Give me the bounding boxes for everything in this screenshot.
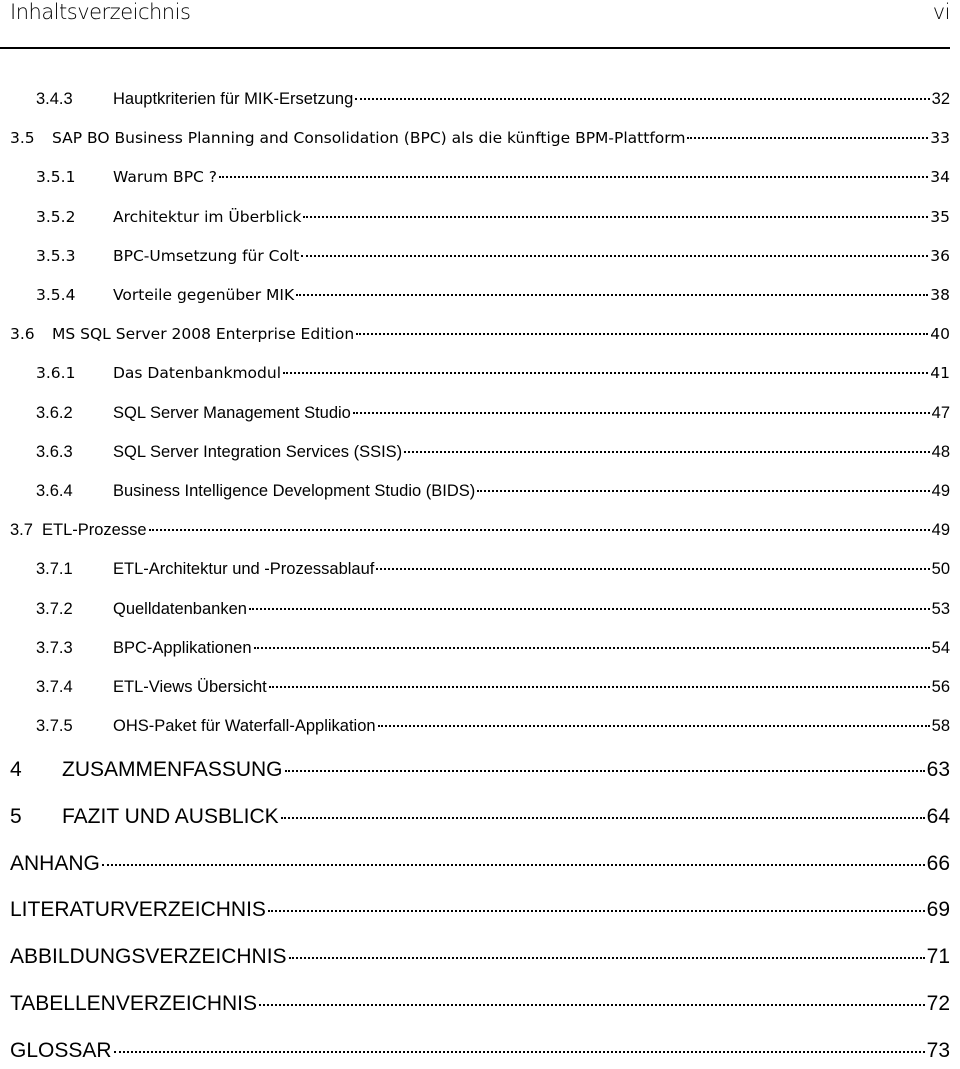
toc-entry-number: 3.6.4 [36, 482, 73, 500]
toc-entry-number: 4 [10, 758, 22, 781]
dot-leader [269, 686, 930, 688]
dot-leader [376, 568, 929, 570]
toc-entry-number: 3.7.3 [36, 638, 73, 657]
toc-entry[interactable] [0, 805, 950, 835]
dot-leader [477, 490, 929, 492]
dot-leader [687, 137, 928, 139]
toc-entry[interactable] [0, 852, 950, 882]
toc-entry[interactable] [0, 247, 950, 271]
toc-entry-title[interactable]: SQL Server Management Studio [113, 403, 351, 422]
header-rule [0, 47, 950, 49]
toc-entry-title[interactable]: ETL-Prozesse [42, 521, 147, 540]
toc-entry[interactable] [0, 1039, 950, 1069]
toc-entry-number: 3.6.2 [36, 403, 73, 422]
toc-entry[interactable] [0, 600, 950, 624]
toc-entry-page: 54 [931, 638, 950, 657]
toc-entry-page: 66 [926, 851, 950, 875]
toc-entry[interactable] [0, 90, 950, 114]
dot-leader [249, 608, 930, 610]
toc-entry-title[interactable]: Architektur im Überblick [113, 207, 302, 226]
toc-entry-title[interactable]: OHS-Paket für Waterfall-Applikation [113, 717, 376, 736]
toc-entry-title[interactable]: GLOSSAR [10, 1038, 112, 1062]
toc-entry[interactable] [0, 208, 950, 232]
toc-entry-title[interactable]: BPC-Applikationen [113, 638, 252, 657]
toc-entry-number: 3.5.3 [36, 246, 76, 265]
toc-entry[interactable] [0, 364, 950, 388]
page-header [10, 0, 950, 30]
toc-entry-page: 47 [931, 403, 950, 422]
header-title: Inhaltsverzeichnis [10, 0, 191, 24]
dot-leader [378, 725, 930, 727]
toc-entry-number: 5 [10, 804, 22, 828]
toc-entry[interactable] [0, 129, 950, 153]
toc-entry-number: 3.5.1 [36, 168, 76, 187]
toc-entry-page: 33 [930, 129, 950, 148]
toc-entry-title[interactable]: Business Intelligence Development Studio (BIDS) [113, 482, 476, 500]
dot-leader [149, 529, 930, 531]
toc-entry-number: 3.6.3 [36, 442, 73, 461]
toc-entry-page: 53 [931, 599, 950, 618]
toc-entry-number: 3.6 [10, 325, 35, 344]
dot-leader [353, 412, 930, 414]
toc-entry-title[interactable]: TABELLENVERZEICHNIS [10, 992, 258, 1015]
toc-entry-title[interactable]: Vorteile gegenüber MIK [113, 286, 295, 304]
toc-entry[interactable] [0, 717, 950, 741]
toc-entry-title[interactable]: BPC-Umsetzung für Colt [113, 246, 300, 265]
toc-entry-number: 3.6.1 [36, 364, 76, 383]
toc-entry[interactable] [0, 325, 950, 349]
toc-entry-number: 3.7.2 [36, 599, 73, 618]
toc-entry-page: 40 [930, 325, 950, 344]
toc-entry[interactable] [0, 678, 950, 702]
toc-entry[interactable] [0, 286, 950, 310]
toc-entry-page: 36 [930, 246, 950, 265]
toc-entry-number: 3.7 [10, 521, 33, 540]
toc-entry[interactable] [0, 168, 950, 192]
toc-entry-page: 34 [930, 168, 950, 187]
toc-entry-page: 72 [926, 992, 950, 1015]
toc-entry-page: 69 [926, 898, 950, 922]
toc-entry[interactable] [0, 521, 950, 545]
toc-entry-number: 3.4.3 [36, 90, 73, 108]
toc-entry-number: 3.7.1 [36, 560, 73, 579]
toc-entry-title[interactable]: ETL-Views Übersicht [113, 678, 267, 696]
toc-entry-title[interactable]: Warum BPC ? [113, 168, 218, 187]
toc-entry-number: 3.7.5 [36, 717, 73, 736]
dot-leader [102, 864, 925, 866]
toc-entry-number: 3.7.4 [36, 678, 73, 696]
dot-leader [301, 255, 928, 257]
toc-entry-title[interactable]: ABBILDUNGSVERZEICHNIS [10, 945, 287, 969]
toc-entry-title[interactable]: LITERATURVERZEICHNIS [10, 898, 266, 922]
toc-entry-number: 3.5 [10, 129, 35, 148]
toc-entry-title[interactable]: SAP BO Business Planning and Consolidation (BPC) als die künftige BPM-Plattform [52, 129, 686, 148]
toc-entry-page: 35 [930, 207, 950, 226]
header-page-number: vi [932, 0, 950, 24]
toc-entry[interactable] [0, 482, 950, 506]
toc-entry-page: 38 [930, 286, 950, 304]
toc-entry[interactable] [0, 898, 950, 928]
toc-entry-page: 41 [930, 364, 950, 383]
toc-entry[interactable] [0, 443, 950, 467]
toc-entry-page: 49 [931, 482, 950, 500]
toc-entry-page: 49 [931, 521, 950, 540]
dot-leader [303, 216, 928, 218]
toc-entry-page: 58 [931, 717, 950, 736]
toc-entry-title[interactable]: FAZIT UND AUSBLICK [62, 804, 279, 828]
toc-entry-title[interactable]: Quelldatenbanken [113, 599, 247, 618]
toc-entry-title[interactable]: Hauptkriterien für MIK-Ersetzung [113, 90, 354, 108]
dot-leader [281, 817, 925, 819]
toc-entry-title[interactable]: ETL-Architektur und -Prozessablauf [113, 560, 375, 579]
dot-leader [285, 770, 925, 772]
dot-leader [219, 176, 928, 178]
toc-entry-number: 3.5.4 [36, 286, 76, 304]
toc-entry[interactable] [0, 560, 950, 584]
toc-entry-title[interactable]: SQL Server Integration Services (SSIS) [113, 442, 403, 461]
toc-entry[interactable] [0, 404, 950, 428]
dot-leader [355, 98, 929, 100]
toc-entry-title[interactable]: Das Datenbankmodul [113, 364, 281, 383]
toc-entry[interactable] [0, 758, 950, 788]
toc-entry-page: 32 [931, 90, 950, 108]
toc-entry-page: 48 [931, 442, 950, 461]
dot-leader [114, 1051, 925, 1053]
toc-entry-page: 73 [926, 1038, 950, 1062]
toc-entry-page: 50 [931, 560, 950, 579]
toc-entry-title[interactable]: ANHANG [10, 851, 100, 875]
toc-entry[interactable] [0, 992, 950, 1022]
dot-leader [289, 957, 925, 959]
dot-leader [268, 910, 925, 912]
toc-entry-page: 71 [926, 945, 950, 969]
dot-leader [259, 1004, 925, 1006]
toc-entry-page: 56 [931, 678, 950, 696]
toc-entry-number: 3.5.2 [36, 207, 76, 226]
toc-entry-title[interactable]: MS SQL Server 2008 Enterprise Edition [52, 325, 355, 344]
toc-entry-page: 63 [926, 758, 950, 781]
toc-entry-title[interactable]: ZUSAMMENFASSUNG [62, 758, 283, 781]
dot-leader [254, 647, 930, 649]
toc-entry[interactable] [0, 945, 950, 975]
dot-leader [283, 372, 928, 374]
toc-entry-page: 64 [926, 804, 950, 828]
dot-leader [404, 451, 929, 453]
dot-leader [296, 294, 928, 296]
toc-entry[interactable] [0, 639, 950, 663]
dot-leader [356, 333, 928, 335]
